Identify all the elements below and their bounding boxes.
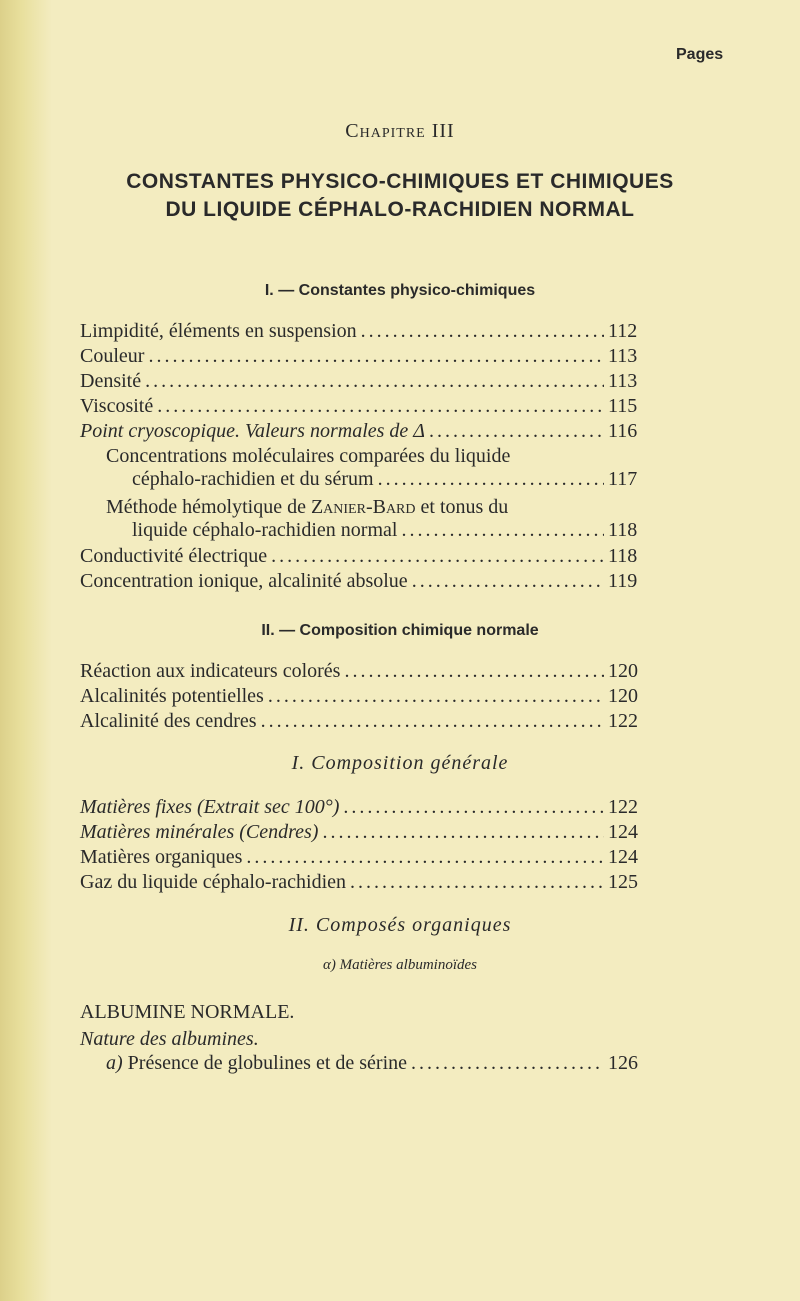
author-name: Zanier-Bard: [310, 496, 416, 518]
section-2-heading: II. — Composition chimique normale: [261, 622, 539, 639]
enumeration-marker: a): [106, 1052, 123, 1074]
toc-entry-page: 120: [608, 685, 638, 707]
toc-entry-page: 124: [608, 846, 638, 868]
toc-entry-label: Densité: [80, 370, 142, 392]
toc-entry-page: 119: [608, 570, 638, 592]
leader-dots: [261, 710, 604, 733]
toc-entry-page: 116: [608, 420, 638, 442]
section-1-heading: I. — Constantes physico-chimiques: [264, 282, 536, 299]
toc-entry-label: Conductivité électrique: [80, 545, 268, 567]
leader-dots: [412, 570, 604, 593]
leader-dots: [344, 660, 604, 683]
chapter-title-line-1: CONSTANTES PHYSICO-CHIMIQUES ET CHIMIQUES: [126, 170, 674, 193]
toc-entry: [80, 796, 636, 820]
toc-entry-label-line-2: liquide céphalo-rachidien normal: [132, 519, 398, 541]
toc-entry-label: Alcalinités potentielles: [80, 685, 264, 707]
leader-dots: [246, 846, 604, 869]
toc-entry-page: 113: [608, 345, 638, 367]
subsection-1-heading: I. Composition générale: [291, 752, 509, 774]
leader-dots: [148, 345, 604, 368]
leader-dots: [343, 796, 604, 819]
toc-entry: [80, 320, 636, 344]
toc-entry-page: 118: [608, 519, 638, 541]
toc-entry: [80, 821, 636, 845]
nature-heading: Nature des albumines.: [80, 1028, 259, 1050]
chapter-title-line-2: DU LIQUIDE CÉPHALO-RACHIDIEN NORMAL: [165, 198, 635, 221]
subsection-2-heading: II. Composés organiques: [288, 914, 512, 936]
toc-entry: [80, 846, 636, 870]
leader-dots: [411, 1052, 604, 1075]
leader-dots: [429, 420, 604, 443]
toc-entry-label: Gaz du liquide céphalo-rachidien: [80, 871, 346, 893]
leader-dots: [157, 395, 604, 418]
toc-entry-label-line-2: céphalo-rachidien et du sérum: [132, 468, 374, 490]
subsubsection-heading: α) Matières albuminoïdes: [323, 957, 477, 973]
toc-entry-label: Couleur: [80, 345, 145, 367]
toc-entry: [80, 710, 636, 734]
leader-dots: [378, 468, 604, 491]
toc-entry-label: Réaction aux indicateurs colorés: [80, 660, 341, 682]
toc-entry: [132, 468, 636, 492]
toc-entry-page: 126: [608, 1052, 638, 1074]
toc-entry-page: 124: [608, 821, 638, 843]
toc-entry: [80, 660, 636, 684]
leader-dots: [350, 871, 604, 894]
label-part: et tonus du: [415, 496, 509, 518]
toc-entry: [80, 871, 636, 895]
toc-entry: [80, 370, 636, 394]
toc-entry-label: Concentration ionique, alcalinité absolue: [80, 570, 408, 592]
leader-dots: [401, 519, 604, 542]
toc-entry-label: Matières fixes (Extrait sec 100°): [80, 796, 340, 818]
toc-entry: [80, 685, 636, 709]
toc-entry-page: 112: [608, 320, 638, 342]
toc-entry-label: Point cryoscopique. Valeurs normales de Δ: [80, 420, 426, 442]
toc-entry-page: 122: [608, 796, 638, 818]
toc-entry-label: Viscosité: [80, 395, 154, 417]
toc-entry: [80, 395, 636, 419]
leader-dots: [271, 545, 604, 568]
label-text: Présence de globulines et de sérine: [122, 1052, 408, 1074]
toc-entry: [132, 519, 636, 543]
toc-entry: [80, 570, 636, 594]
toc-entry-page: 113: [608, 370, 638, 392]
toc-entry-label-line-1: Concentrations moléculaires comparées du liquide: [106, 445, 511, 467]
leader-dots: [361, 320, 604, 343]
toc-entry: [106, 1052, 636, 1076]
toc-entry-page: 118: [608, 545, 638, 567]
toc-entry-label: Alcalinité des cendres: [80, 710, 257, 732]
toc-entry-page: 125: [608, 871, 638, 893]
toc-entry-label-line-1: [106, 496, 508, 519]
toc-entry-page: 115: [608, 395, 638, 417]
leader-dots: [268, 685, 604, 708]
toc-entry: [80, 345, 636, 369]
leader-dots: [145, 370, 604, 393]
pages-column-header: Pages: [676, 46, 724, 63]
chapter-label: Chapitre III: [345, 120, 455, 142]
leader-dots: [322, 821, 604, 844]
toc-entry-page: 120: [608, 660, 638, 682]
toc-entry-label: Matières minérales (Cendres): [80, 821, 319, 843]
toc-entry-label: [106, 1052, 407, 1075]
toc-entry: [80, 420, 636, 444]
label-part: Méthode hémolytique de: [106, 496, 311, 518]
toc-entry-label: Matières organiques: [80, 846, 243, 868]
toc-entry-label: Limpidité, éléments en suspension: [80, 320, 357, 342]
toc-entry-page: 122: [608, 710, 638, 732]
albumine-heading: ALBUMINE NORMALE.: [80, 1001, 295, 1023]
toc-entry-page: 117: [608, 468, 638, 490]
toc-entry: [80, 545, 636, 569]
